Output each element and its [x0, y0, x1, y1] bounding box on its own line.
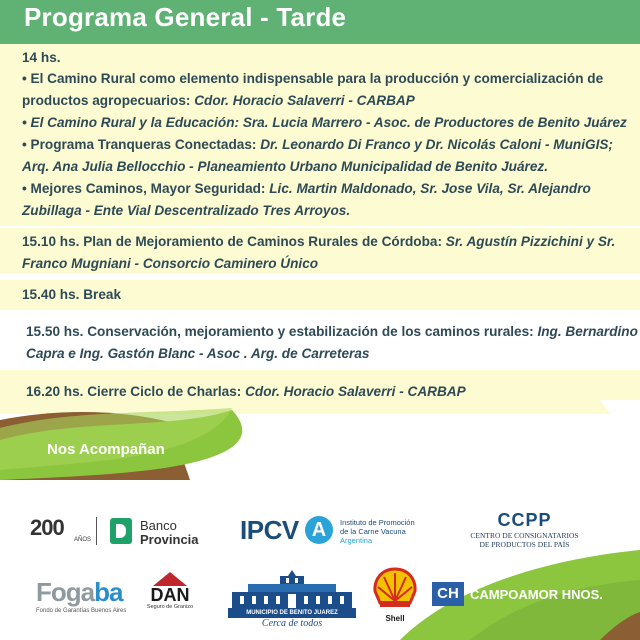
municipio-name: MUNICIPIO DE BENITO JUAREZ	[228, 608, 356, 618]
talk-line: • Mejores Caminos, Mayor Seguridad: Lic. Martin Maldonado, Sr. Jose Vila, Sr. Alejandro	[22, 181, 591, 196]
campoamor-logo	[432, 582, 627, 608]
fogaba-logo	[36, 577, 136, 617]
schedule-block-1510	[0, 228, 640, 274]
municipio-logo	[228, 570, 356, 632]
schedule-block-1550	[0, 318, 640, 366]
talk-line: Arq. Ana Julia Bellocchio - Planeamiento Urbano Municipalidad de Benito Juárez.	[22, 159, 548, 174]
talk-line: • Programa Tranqueras Conectadas: Dr. Leonardo Di Franco y Dr. Nicolás Caloni - MuniGIS;	[22, 137, 613, 152]
talk-line: 15.10 hs. Plan de Mejoramiento de Caminos Rurales de Córdoba: Sr. Agustín Pizzichini y Sr.	[22, 234, 616, 249]
ipcva-sub1: Instituto de Promoción	[340, 518, 415, 527]
ipcva-logo	[240, 515, 440, 549]
ipcva-name: IPCV	[240, 515, 299, 545]
shell-name: Shell	[385, 614, 405, 623]
municipio-tagline: Cerca de todos	[261, 618, 323, 629]
schedule-block-14hs	[0, 44, 640, 226]
dan-roof-icon	[153, 572, 187, 586]
dan-sub: Seguro de Granizo	[146, 604, 194, 610]
ccpp-mark: CCPP	[497, 510, 552, 530]
schedule-block-break	[0, 280, 640, 310]
ccpp-line1: CENTRO DE CONSIGNATARIOS	[470, 531, 579, 540]
talk-line: • El Camino Rural y la Educación: Sra. Lucia Marrero - Asoc. de Productores de Benito Juárez	[22, 115, 627, 130]
logo-divider	[96, 517, 97, 545]
talk-line: productos agropecuarios: Cdor. Horacio Salaverri - CARBAP	[22, 93, 415, 108]
anniversary-number: 200	[30, 515, 64, 540]
banco-name-line1: Banco	[140, 518, 177, 533]
talk-line: 15.40 hs. Break	[22, 287, 121, 302]
banco-provincia-logo	[30, 515, 210, 555]
talk-line: 16.20 hs. Cierre Ciclo de Charlas: Cdor. Horacio Salaverri - CARBAP	[26, 384, 466, 399]
fogaba-sub: Fondo de Garantías Buenos Aires	[36, 608, 127, 614]
talk-line: Franco Mugniani - Consorcio Caminero Único	[22, 256, 319, 271]
ccpp-logo	[462, 510, 587, 552]
time-label: 14 hs.	[22, 50, 61, 65]
page-title: Programa General - Tarde	[24, 2, 347, 32]
talk-line: Capra e Ing. Gastón Blanc - Asoc . Arg. de Carreteras	[26, 346, 370, 361]
town-hall-icon	[228, 570, 356, 608]
banco-name-line2: Provincia	[140, 532, 199, 547]
ccpp-line2: DE PRODUCTOS DEL PAÍS	[479, 540, 570, 549]
ipcva-sub2: de la Carne Vacuna	[340, 527, 406, 536]
ipcva-mark-icon: A	[305, 516, 333, 544]
fogaba-name: Fogaba	[36, 577, 123, 607]
campoamor-name: CAMPOAMOR HNOS.	[470, 587, 603, 602]
talk-line: 15.50 hs. Conservación, mejoramiento y estabilización de los caminos rurales: Ing. Bernardino	[26, 324, 638, 339]
campoamor-mark-icon: CH	[432, 582, 464, 606]
sponsors-heading: Nos Acompañan	[47, 441, 165, 458]
shell-pecten-icon	[372, 567, 418, 609]
shell-logo	[372, 567, 418, 621]
ipcva-sub3: Argentina	[340, 536, 373, 545]
header-bar	[0, 0, 640, 44]
dan-logo	[145, 572, 195, 622]
dan-name: DAN	[150, 585, 190, 605]
banco-provincia-icon	[110, 518, 132, 544]
talk-line: • El Camino Rural como elemento indispensable para la producción y comercialización de	[22, 71, 604, 86]
talk-line: Zubillaga - Ente Vial Descentralizado Tres Arroyos.	[22, 203, 351, 218]
anniversary-label: AÑOS	[74, 537, 92, 543]
